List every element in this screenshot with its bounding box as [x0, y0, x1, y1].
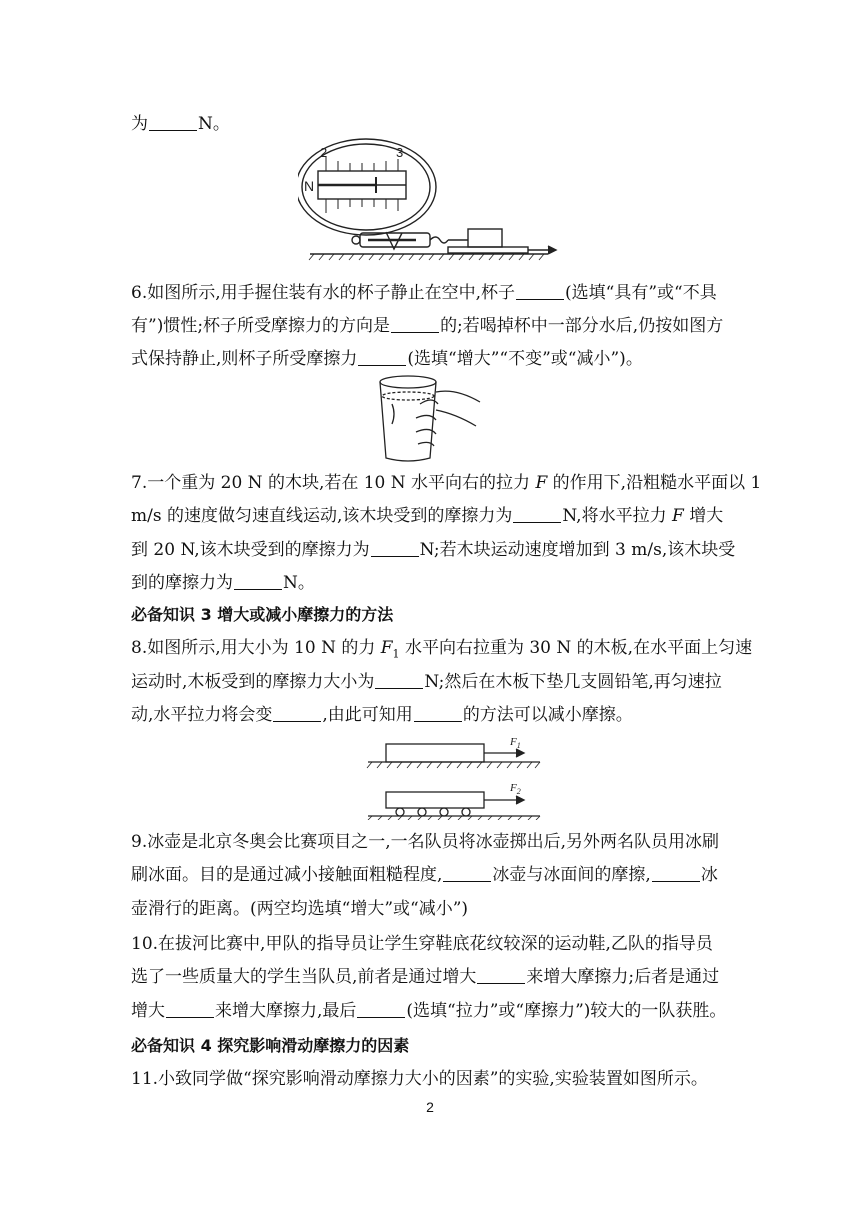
q8-line-1: 8.如图所示,用大小为 10 N 的力 $F_1$ 水平向右拉重为 30 N 的木板,在水平面上匀速: [131, 638, 753, 661]
boards-figure: [364, 734, 544, 820]
q10-line-1: 10.在拔河比赛中,甲队的指导员让学生穿鞋底花纹较深的运动鞋,乙队的指导员: [131, 934, 713, 954]
answer-blank[interactable]: [516, 283, 564, 300]
section-heading-3: 必备知识 3 增大或减小摩擦力的方法: [131, 605, 394, 624]
answer-blank[interactable]: [477, 967, 525, 984]
force-label-f2: $F_2$: [510, 782, 521, 796]
q6-line-2: 有”)惯性;杯子所受摩擦力的方向是 的;若喝掉杯中一部分水后,仍按如图方: [131, 316, 724, 336]
q7-line-2: m/s 的速度做匀速直线运动,该木块受到的摩擦力为 N,将水平拉力 F 增大: [131, 506, 724, 526]
q8-line-3: 动,水平拉力将会变 ,由此可知用 的方法可以减小摩擦。: [131, 705, 633, 725]
answer-blank[interactable]: [166, 1001, 214, 1018]
q7-line-3: 到 20 N,该木块受到的摩擦力为 N;若木块运动速度增加到 3 m/s,该木块受: [131, 540, 736, 560]
q6-line-3: 式保持静止,则杯子所受摩擦力 (选填“增大”“不变”或“减小”)。: [131, 349, 643, 369]
scale-unit: N: [304, 178, 315, 194]
q11-line-1: 11.小致同学做“探究影响滑动摩擦力大小的因素”的实验,实验装置如图所示。: [131, 1069, 708, 1089]
answer-blank[interactable]: [414, 705, 462, 722]
q8-line-2: 运动时,木板受到的摩擦力大小为 N;然后在木板下垫几支圆铅笔,再匀速拉: [131, 672, 722, 692]
answer-blank[interactable]: [443, 865, 491, 882]
q9-line-2: 刷冰面。目的是通过减小接触面粗糙程度, 冰壶与冰面间的摩擦, 冰: [131, 865, 718, 885]
q7-line-4: 到的摩擦力为 N。: [131, 573, 315, 593]
answer-blank[interactable]: [234, 573, 282, 590]
answer-blank[interactable]: [513, 506, 561, 523]
q7-line-1: 7.一个重为 20 N 的木块,若在 10 N 水平向右的拉力 F 的作用下,沿粗糙水平面以 1: [131, 473, 762, 493]
q6-line-1: 6.如图所示,用手握住装有水的杯子静止在空中,杯子 (选填“具有”或“不具: [131, 283, 717, 303]
answer-blank[interactable]: [375, 672, 423, 689]
q5-tail-line: 为 N。: [131, 114, 230, 134]
answer-blank[interactable]: [273, 705, 321, 722]
answer-blank[interactable]: [149, 114, 197, 131]
q9-line-1: 9.冰壶是北京冬奥会比赛项目之一,一名队员将冰壶掷出后,另外两名队员用冰刷: [131, 832, 720, 852]
answer-blank[interactable]: [358, 349, 406, 366]
answer-blank[interactable]: [357, 1001, 405, 1018]
answer-blank[interactable]: [652, 865, 700, 882]
answer-blank[interactable]: [391, 316, 439, 333]
section-heading-4: 必备知识 4 探究影响滑动摩擦力的因素: [131, 1036, 410, 1055]
cup-hand-figure: [376, 374, 486, 464]
page-number: 2: [426, 1099, 434, 1115]
q10-line-3: 增大 来增大摩擦力,最后 (选填“拉力”或“摩擦力”)较大的一队获胜。: [131, 1001, 727, 1021]
q9-line-3: 壶滑行的距离。(两空均选填“增大”或“减小”): [131, 899, 469, 919]
answer-blank[interactable]: [371, 540, 419, 557]
force-label-f1: $F_1$: [510, 736, 521, 750]
scale-tick-3: 3: [396, 145, 404, 160]
q10-line-2: 选了一些质量大的学生当队员,前者是通过增大 来增大摩擦力;后者是通过: [131, 967, 720, 987]
spring-scale-figure: [298, 137, 560, 265]
scale-tick-2: 2: [320, 145, 328, 160]
